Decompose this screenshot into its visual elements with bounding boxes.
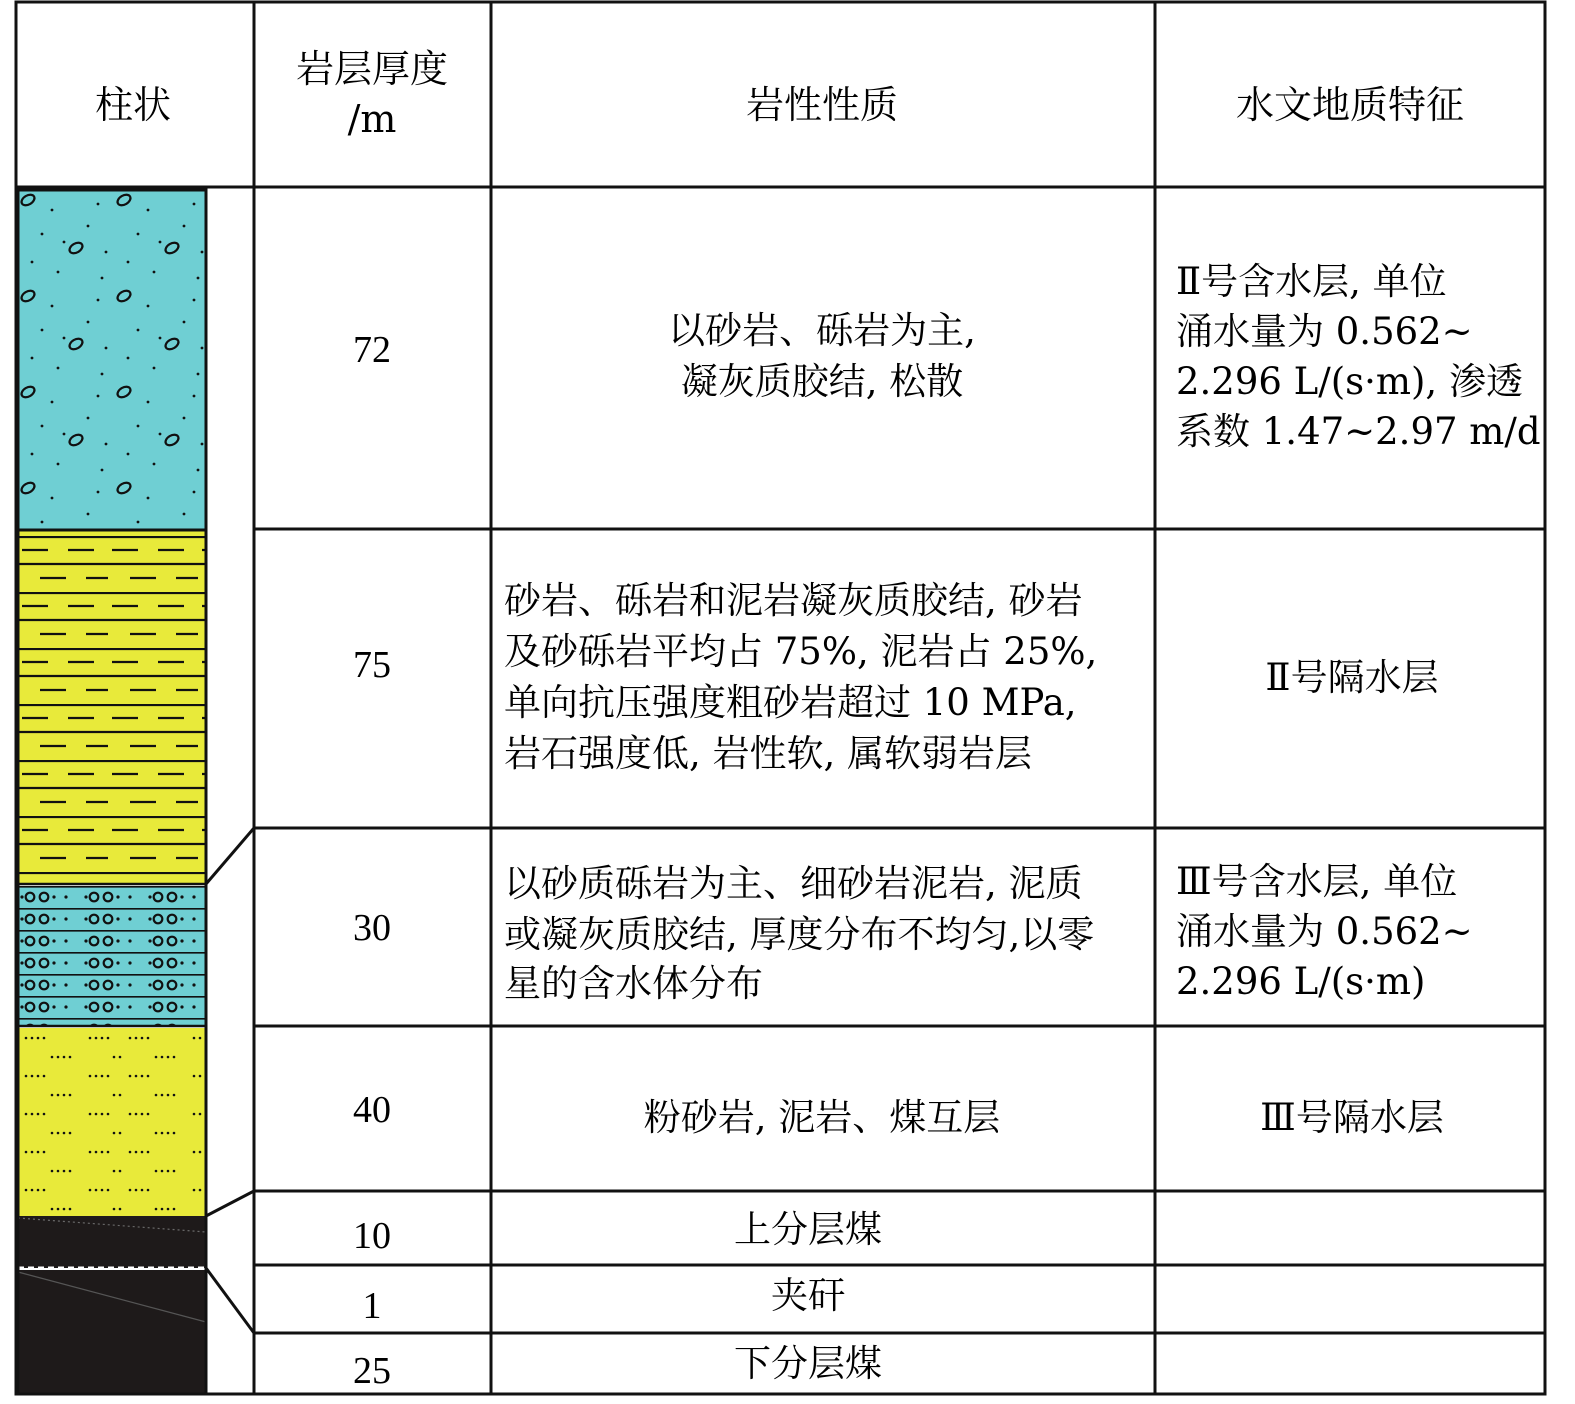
lithology-line: 上分层煤 (734, 1208, 882, 1251)
thickness-cell: 10 (353, 1215, 391, 1257)
thickness-cell: 75 (353, 644, 391, 686)
hydro-line: 2.296 L/(s·m) (1176, 960, 1426, 1003)
lithology-line: 星的含水体分布 (504, 962, 763, 1005)
lithology-line: 及砂砾岩平均占 75%, 泥岩占 25%, (504, 630, 1098, 673)
table-row (353, 260, 1541, 453)
lithology-line: 以砂质砾岩为主、细砂岩泥岩, 泥质 (504, 862, 1083, 905)
hydro-line: Ⅲ号隔水层 (1260, 1096, 1444, 1139)
header-row (95, 47, 1464, 141)
lithology-line: 凝灰质胶结, 松散 (680, 360, 964, 403)
table-row (353, 860, 1473, 1005)
thickness-cell: 72 (353, 329, 391, 371)
table-row (353, 579, 1439, 775)
hydro-line: 系数 1.47~2.97 m/d (1176, 410, 1541, 453)
thickness-cell: 30 (353, 907, 391, 949)
lithology-line: 夹矸 (771, 1274, 845, 1317)
hydro-line: 2.296 L/(s·m), 渗透 (1176, 360, 1523, 403)
sandy-conglomerate-pattern (18, 886, 206, 1026)
lithology-line: 或凝灰质胶结, 厚度分布不均匀,以零 (504, 913, 1095, 956)
thickness-cell: 40 (353, 1089, 391, 1131)
table-row (353, 1342, 882, 1392)
coal-pattern (18, 1216, 206, 1268)
hydro-line: Ⅱ号隔水层 (1265, 656, 1439, 699)
table-row (363, 1274, 846, 1327)
hydro-line: Ⅲ号含水层, 单位 (1176, 860, 1458, 903)
table-row (353, 1208, 882, 1257)
header-lithology: 岩性性质 (745, 83, 899, 127)
mudstone-pattern (18, 530, 206, 884)
lithology-line: 岩石强度低, 岩性软, 属软弱岩层 (504, 732, 1033, 775)
lithology-column (18, 190, 206, 1394)
header-thickness: 岩层厚度 (295, 47, 449, 91)
lithology-line: 下分层煤 (734, 1342, 882, 1385)
hydro-line: Ⅱ号含水层, 单位 (1176, 260, 1447, 303)
lithology-line: 以砂岩、砾岩为主, (668, 309, 976, 352)
header-hydro: 水文地质特征 (1235, 83, 1465, 127)
conglomerate-pattern (18, 190, 206, 530)
table-row (353, 1089, 1444, 1139)
siltstone-pattern (18, 1028, 206, 1216)
header-thickness-unit: /m (347, 97, 397, 141)
lithology-line: 粉砂岩, 泥岩、煤互层 (643, 1096, 1001, 1139)
hydro-line: 涌水量为 0.562~ (1176, 310, 1473, 353)
lithology-line: 单向抗压强度粗砂岩超过 10 MPa, (504, 681, 1077, 724)
thickness-cell: 1 (362, 1285, 382, 1327)
hydro-line: 涌水量为 0.562~ (1176, 910, 1473, 953)
thickness-cell: 25 (353, 1350, 391, 1392)
lithology-line: 砂岩、砾岩和泥岩凝灰质胶结, 砂岩 (504, 579, 1083, 622)
header-column: 柱状 (94, 83, 172, 127)
